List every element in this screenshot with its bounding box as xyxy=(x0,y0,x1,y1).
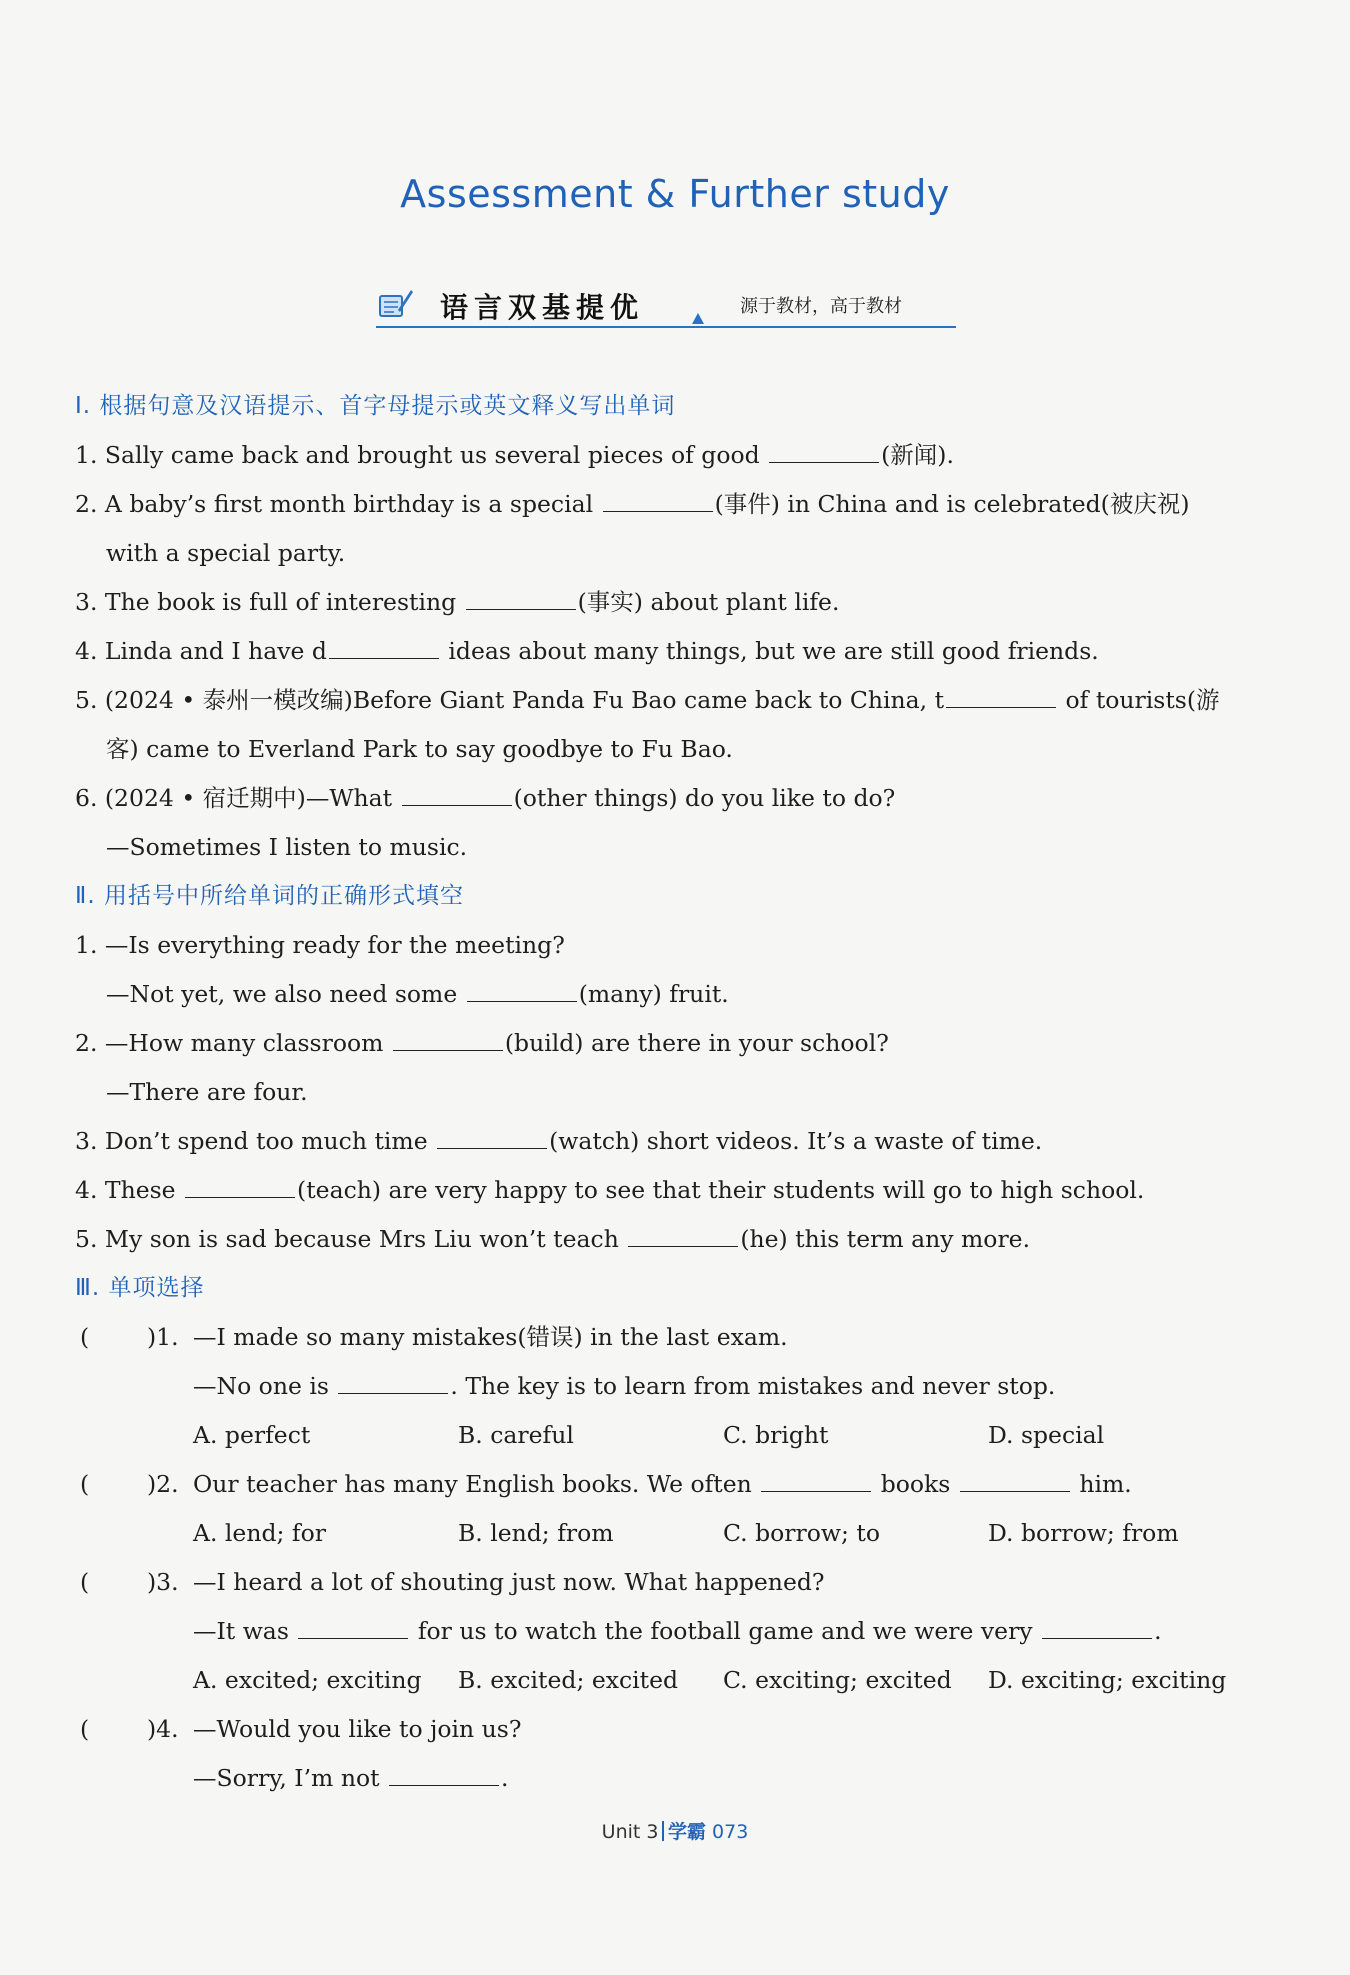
text: . xyxy=(1154,1617,1162,1645)
answer-blank[interactable] xyxy=(769,440,879,463)
answer-blank[interactable] xyxy=(960,1469,1070,1492)
text: . xyxy=(501,1764,509,1792)
text: (事实) about plant life. xyxy=(577,588,840,616)
text: 3. The book is full of interesting xyxy=(75,588,464,616)
answer-blank[interactable] xyxy=(437,1126,547,1149)
question-text: —I heard a lot of shouting just now. What happened? xyxy=(193,1568,825,1596)
answer-paren[interactable]: ( xyxy=(80,1323,90,1351)
option-b[interactable]: B. excited; excited xyxy=(458,1666,679,1694)
s1-question-5 xyxy=(75,676,1275,725)
s1-question-4 xyxy=(75,627,1275,676)
text: him. xyxy=(1071,1470,1132,1498)
text: (事件) in China and is celebrated(被庆祝) xyxy=(714,490,1190,518)
banner-marker xyxy=(692,313,704,324)
answer-blank[interactable] xyxy=(393,1028,503,1051)
section-3-heading: Ⅲ. 单项选择 xyxy=(75,1275,205,1301)
section-banner xyxy=(376,284,956,328)
page-number: 073 xyxy=(712,1821,749,1843)
answer-paren[interactable]: ( xyxy=(80,1470,90,1498)
notebook-pen-icon xyxy=(378,286,414,320)
mc-question-4-reply xyxy=(75,1754,1275,1803)
mc-question-1-reply xyxy=(75,1362,1275,1411)
text: (watch) short videos. It’s a waste of time. xyxy=(549,1127,1043,1155)
option-d[interactable]: D. exciting; exciting xyxy=(988,1666,1227,1694)
s1-question-6 xyxy=(75,774,1275,823)
s2-question-2 xyxy=(75,1019,1275,1068)
text: (other things) do you like to do? xyxy=(513,784,896,812)
answer-blank[interactable] xyxy=(467,979,577,1002)
text: —Sorry, I’m not xyxy=(193,1764,388,1792)
answer-blank[interactable] xyxy=(298,1616,408,1639)
mc-question-3-reply xyxy=(75,1607,1275,1656)
text: 4. Linda and I have d xyxy=(75,637,327,665)
text: Our teacher has many English books. We often xyxy=(193,1470,760,1498)
s1-question-6-cont: —Sometimes I listen to music. xyxy=(106,833,468,861)
answer-paren[interactable]: ( xyxy=(80,1568,90,1596)
question-text: —Would you like to join us? xyxy=(193,1715,522,1743)
s2-question-1: 1. —Is everything ready for the meeting? xyxy=(75,931,565,959)
text: for us to watch the football game and we were very xyxy=(410,1617,1041,1645)
text: —No one is xyxy=(193,1372,337,1400)
question-number: )2. xyxy=(147,1470,179,1498)
option-b[interactable]: B. careful xyxy=(458,1421,574,1449)
s1-question-2-cont: with a special party. xyxy=(106,539,346,567)
answer-blank[interactable] xyxy=(603,489,713,512)
text: books xyxy=(873,1470,958,1498)
text: ideas about many things, but we are still good friends. xyxy=(440,637,1099,665)
answer-blank[interactable] xyxy=(185,1175,295,1198)
section-2-heading: Ⅱ. 用括号中所给单词的正确形式填空 xyxy=(75,883,464,909)
s1-question-2 xyxy=(75,480,1275,529)
text: 4. These xyxy=(75,1176,184,1204)
answer-blank[interactable] xyxy=(946,685,1056,708)
option-a[interactable]: A. lend; for xyxy=(193,1519,326,1547)
page-footer xyxy=(0,1817,1350,1844)
answer-blank[interactable] xyxy=(329,636,439,659)
text: 3. Don’t spend too much time xyxy=(75,1127,436,1155)
question-number: )4. xyxy=(147,1715,179,1743)
answer-blank[interactable] xyxy=(761,1469,871,1492)
question-text xyxy=(75,1470,1132,1498)
mc-question-1-options xyxy=(75,1411,1275,1460)
text: (build) are there in your school? xyxy=(504,1029,889,1057)
text: 2. —How many classroom xyxy=(75,1029,391,1057)
text: 5. My son is sad because Mrs Liu won’t teach xyxy=(75,1225,627,1253)
question-number: )1. xyxy=(147,1323,179,1351)
banner-title: 语言双基提优 xyxy=(440,291,645,324)
mc-question-4 xyxy=(75,1705,1275,1754)
text: 5. (2024 • 泰州一模改编)Before Giant Panda Fu Bao came back to China, t xyxy=(75,686,945,714)
mc-question-1 xyxy=(75,1313,1275,1362)
text: . The key is to learn from mistakes and never stop. xyxy=(450,1372,1056,1400)
mc-question-3-options xyxy=(75,1656,1275,1705)
s1-question-3 xyxy=(75,578,1275,627)
s2-question-2-answer: —There are four. xyxy=(106,1078,308,1106)
text: (新闻). xyxy=(881,441,954,469)
question-number: )3. xyxy=(147,1568,179,1596)
s2-question-5 xyxy=(75,1215,1275,1264)
page-title: Assessment & Further study xyxy=(400,172,950,216)
text: 6. (2024 • 宿迁期中)—What xyxy=(75,784,400,812)
option-c[interactable]: C. bright xyxy=(723,1421,829,1449)
answer-blank[interactable] xyxy=(1042,1616,1152,1639)
answer-paren[interactable]: ( xyxy=(80,1715,90,1743)
text: —Not yet, we also need some xyxy=(106,980,465,1008)
option-d[interactable]: D. borrow; from xyxy=(988,1519,1179,1547)
mc-question-3 xyxy=(75,1558,1275,1607)
text: 2. A baby’s first month birthday is a special xyxy=(75,490,601,518)
option-c[interactable]: C. borrow; to xyxy=(723,1519,880,1547)
s1-question-5-cont: 客) came to Everland Park to say goodbye to Fu Bao. xyxy=(106,735,733,763)
s1-question-1 xyxy=(75,431,1275,480)
option-a[interactable]: A. perfect xyxy=(193,1421,311,1449)
text: —It was xyxy=(193,1617,297,1645)
mc-question-2-options xyxy=(75,1509,1275,1558)
text: (he) this term any more. xyxy=(740,1225,1031,1253)
answer-blank[interactable] xyxy=(402,783,512,806)
option-b[interactable]: B. lend; from xyxy=(458,1519,614,1547)
s2-question-3 xyxy=(75,1117,1275,1166)
text: 1. Sally came back and brought us several pieces of good xyxy=(75,441,768,469)
question-text: —I made so many mistakes(错误) in the last exam. xyxy=(193,1323,788,1351)
footer-brand: 学霸 xyxy=(667,1821,706,1843)
answer-blank[interactable] xyxy=(628,1224,738,1247)
section-1-heading: Ⅰ. 根据句意及汉语提示、首字母提示或英文释义写出单词 xyxy=(75,393,676,419)
exercise-content xyxy=(75,382,1275,1803)
text: (teach) are very happy to see that their students will go to high school. xyxy=(297,1176,1145,1204)
answer-blank[interactable] xyxy=(338,1371,448,1394)
s2-question-1-answer xyxy=(75,970,1275,1019)
footer-unit: Unit 3 xyxy=(601,1821,659,1843)
banner-subtitle: 源于教材，高于教材 xyxy=(740,296,902,317)
footer-divider xyxy=(662,1821,664,1841)
text: of tourists(游 xyxy=(1058,686,1220,714)
option-c[interactable]: C. exciting; excited xyxy=(723,1666,952,1694)
option-d[interactable]: D. special xyxy=(988,1421,1105,1449)
answer-blank[interactable] xyxy=(389,1763,499,1786)
text: (many) fruit. xyxy=(578,980,729,1008)
mc-question-2 xyxy=(75,1460,1275,1509)
s2-question-4 xyxy=(75,1166,1275,1215)
answer-blank[interactable] xyxy=(466,587,576,610)
option-a[interactable]: A. excited; exciting xyxy=(193,1666,422,1694)
